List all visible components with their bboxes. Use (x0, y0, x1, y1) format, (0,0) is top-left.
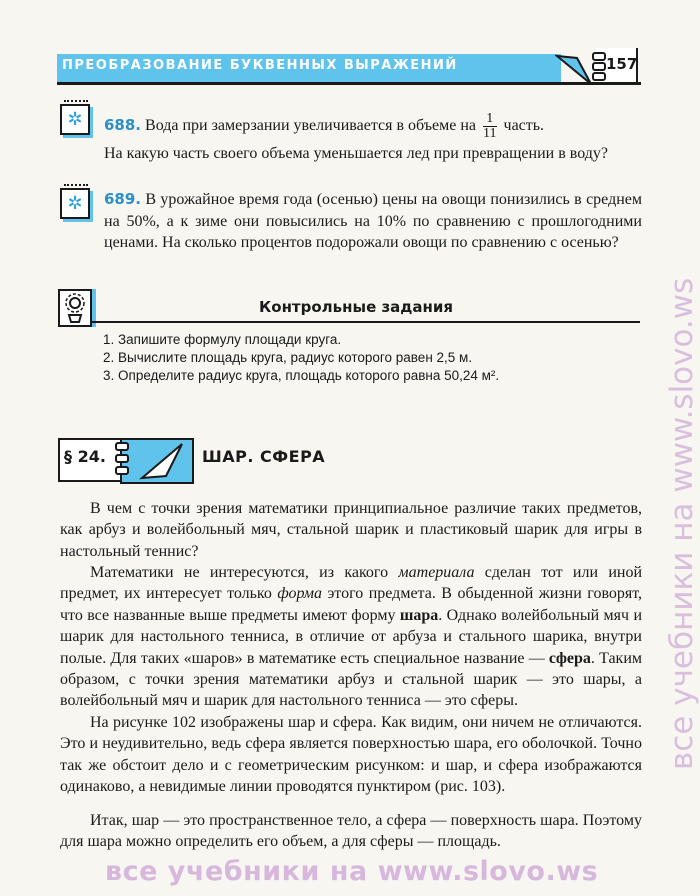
notepad-star-icon: ✲ (60, 104, 90, 135)
exercise-text: В урожайное время года (осенью) цены на овощи понизились в среднем на 50%, а к зиме они повысились на 10% по сравнению с прошлогодними ценами. На сколько процентов подорожали овощи по сравнению с осенью? (104, 191, 643, 251)
emphasis-text: форма (277, 585, 322, 603)
paragraph (60, 562, 642, 712)
notepad-star-icon: ✲ (60, 188, 90, 219)
exercise-688 (104, 112, 642, 141)
exercise-text: Вода при замерзании увеличивается в объеме на (145, 117, 477, 135)
paragraph: На рисунке 102 изображены шар и сфера. Как видим, они ничем не отличаются. Это и неудивительно, ведь сфера является поверхностью шара, его оболочкой. Точно так же обстоит дело и с геометрическим рисунком: и шар, и сфера изображаются одинаково, а невидимые линии проводятся пунктиром (рис. 103). (60, 714, 642, 796)
paper-plane-icon (555, 48, 593, 86)
spiral-ring-icon (115, 454, 129, 463)
exercise-688-rest: На какую часть своего объема уменьшается лед при превращении в воду? (104, 145, 608, 162)
section-number: § 24. (64, 447, 106, 466)
control-task: 3. Определите радиус круга, площадь которого равна 50,24 м². (103, 368, 500, 383)
spiral-ring-icon (115, 442, 129, 451)
paragraph: Итак, шар — это пространственное тело, а сфера — поверхность шара. Поэтому для шара можно определить его объем, а для сферы — площадь. (60, 812, 642, 851)
fraction-denominator: 11 (483, 126, 497, 141)
control-task: 1. Запишите формулу площади круга. (103, 332, 342, 347)
paragraph-text: этого предмета. В обыденной жизни говорят, что все названные выше предметы имеют форму (60, 585, 643, 624)
bold-term: шара (399, 606, 439, 624)
spiral-ring-icon (115, 466, 129, 475)
emphasis-text: материала (398, 564, 475, 581)
control-task: 2. Вычислите площадь круга, радиус которого равен 2,5 м. (103, 350, 473, 365)
exercise-number: 688. (104, 116, 142, 135)
header-rule (57, 82, 641, 85)
flower-pot-icon (58, 289, 92, 327)
paragraph-text: Математики не интересуются, из какого (90, 564, 389, 581)
control-tasks-title: Контрольные задания (259, 298, 454, 316)
chapter-title: ПРЕОБРАЗОВАНИЕ БУКВЕННЫХ ВЫРАЖЕНИЙ (62, 58, 458, 73)
paragraph-text: . Однако волейбольный мяч и шарик для настольного тенниса, в отличие от арбуза и стального шарика, внутри полые. Для таких «шаров» в математике есть специальное название — (60, 606, 643, 667)
section-title: ШАР. СФЕРА (202, 447, 326, 466)
spiral-ring-icon (592, 72, 606, 81)
spiral-ring-icon (592, 62, 606, 71)
spiral-ring-icon (592, 52, 606, 61)
exercise-689 (104, 189, 642, 254)
exercise-text: часть. (503, 117, 545, 135)
fraction-numerator: 1 (483, 112, 496, 127)
bottom-watermark: все учебники на www.slovo.ws (105, 856, 599, 887)
vertical-watermark (656, 170, 700, 770)
page-number: 157 (606, 55, 638, 73)
paragraph-text: . Таким образом, с точки зрения математики арбуз и стальной шарик — это шары, а волейбольный мяч и шарик для настольного тенниса — это сферы. (60, 649, 643, 710)
bold-term: сфера (548, 649, 591, 667)
watermark-text: все учебники на www.slovo.ws (664, 277, 700, 770)
paragraph-text: сделан тот или иной предмет, их интересует только (60, 564, 643, 603)
section-band (120, 438, 194, 484)
exercise-number: 689. (104, 190, 142, 208)
paragraph: В чем с точки зрения математики принципиальное различие таких предметов, как арбуз и волейбольный мяч, стальной шарик и пластиковый шарик для игры в настольный теннис? (60, 500, 642, 560)
fraction (483, 112, 496, 141)
control-rule (92, 321, 640, 323)
